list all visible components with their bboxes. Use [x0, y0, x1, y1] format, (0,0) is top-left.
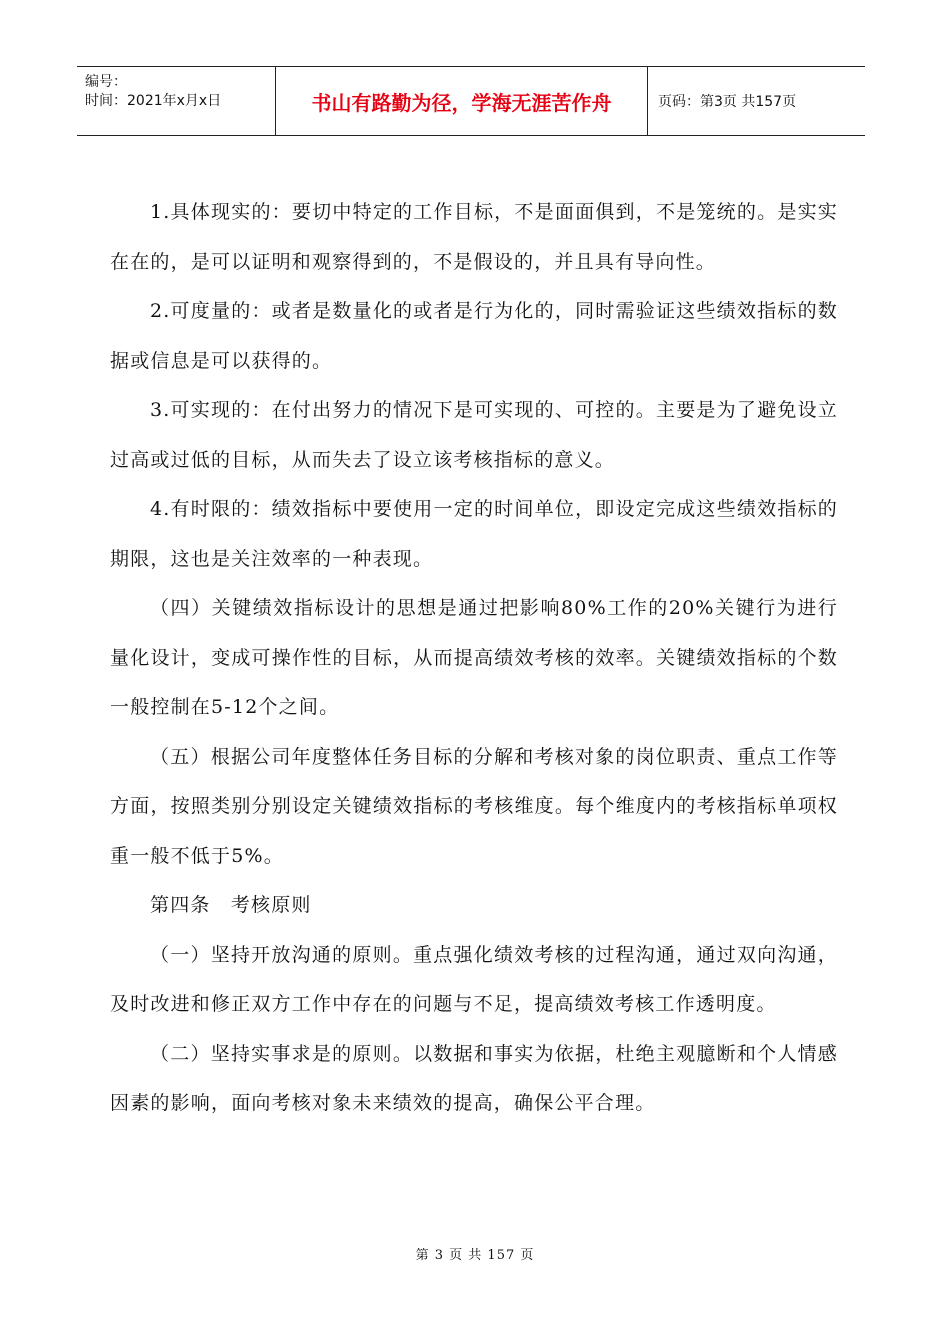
document-header: [77, 66, 865, 136]
header-meta: [77, 67, 276, 135]
time-label: 时间：2021年x月x日: [85, 93, 222, 109]
document-body: [110, 188, 838, 1129]
section-heading: 第四条 考核原则: [150, 894, 312, 916]
paragraph-5: （四）关键绩效指标设计的思想是通过把影响80%工作的20%关键行为进行量化设计，变成可操作性的目标，从而提高绩效考核的效率。关键绩效指标的个数一般控制在5-12个之间。: [110, 597, 838, 718]
paragraph-8: （二）坚持实事求是的原则。以数据和事实为依据，杜绝主观臆断和个人情感因素的影响，面向考核对象未来绩效的提高，确保公平合理。: [110, 1042, 838, 1114]
header-page-label: 页码：第3页 共157页: [658, 94, 797, 110]
paragraph-3: 3.可实现的：在付出努力的情况下是可实现的、可控的。主要是为了避免设立过高或过低的目标，从而失去了设立该考核指标的意义。: [110, 399, 838, 471]
page-footer: 第 3 页 共 157 页: [415, 1248, 535, 1263]
paragraph-7: （一）坚持开放沟通的原则。重点强化绩效考核的过程沟通，通过双向沟通，及时改进和修正双方工作中存在的问题与不足，提高绩效考核工作透明度。: [110, 943, 838, 1015]
number-label: 编号：: [85, 74, 127, 90]
header-motto: 书山有路勤为径，学海无涯苦作舟: [276, 67, 648, 135]
paragraph-1: 1.具体现实的：要切中特定的工作目标，不是面面俱到，不是笼统的。是实实在在的，是可以证明和观察得到的，不是假设的，并且具有导向性。: [110, 201, 838, 273]
paragraph-6: （五）根据公司年度整体任务目标的分解和考核对象的岗位职责、重点工作等方面，按照类别分别设定关键绩效指标的考核维度。每个维度内的考核指标单项权重一般不低于5%。: [110, 745, 838, 867]
paragraph-2: 2.可度量的：或者是数量化的或者是行为化的，同时需验证这些绩效指标的数据或信息是可以获得的。: [110, 300, 838, 372]
paragraph-4: 4.有时限的：绩效指标中要使用一定的时间单位，即设定完成这些绩效指标的期限，这也是关注效率的一种表现。: [110, 498, 838, 570]
